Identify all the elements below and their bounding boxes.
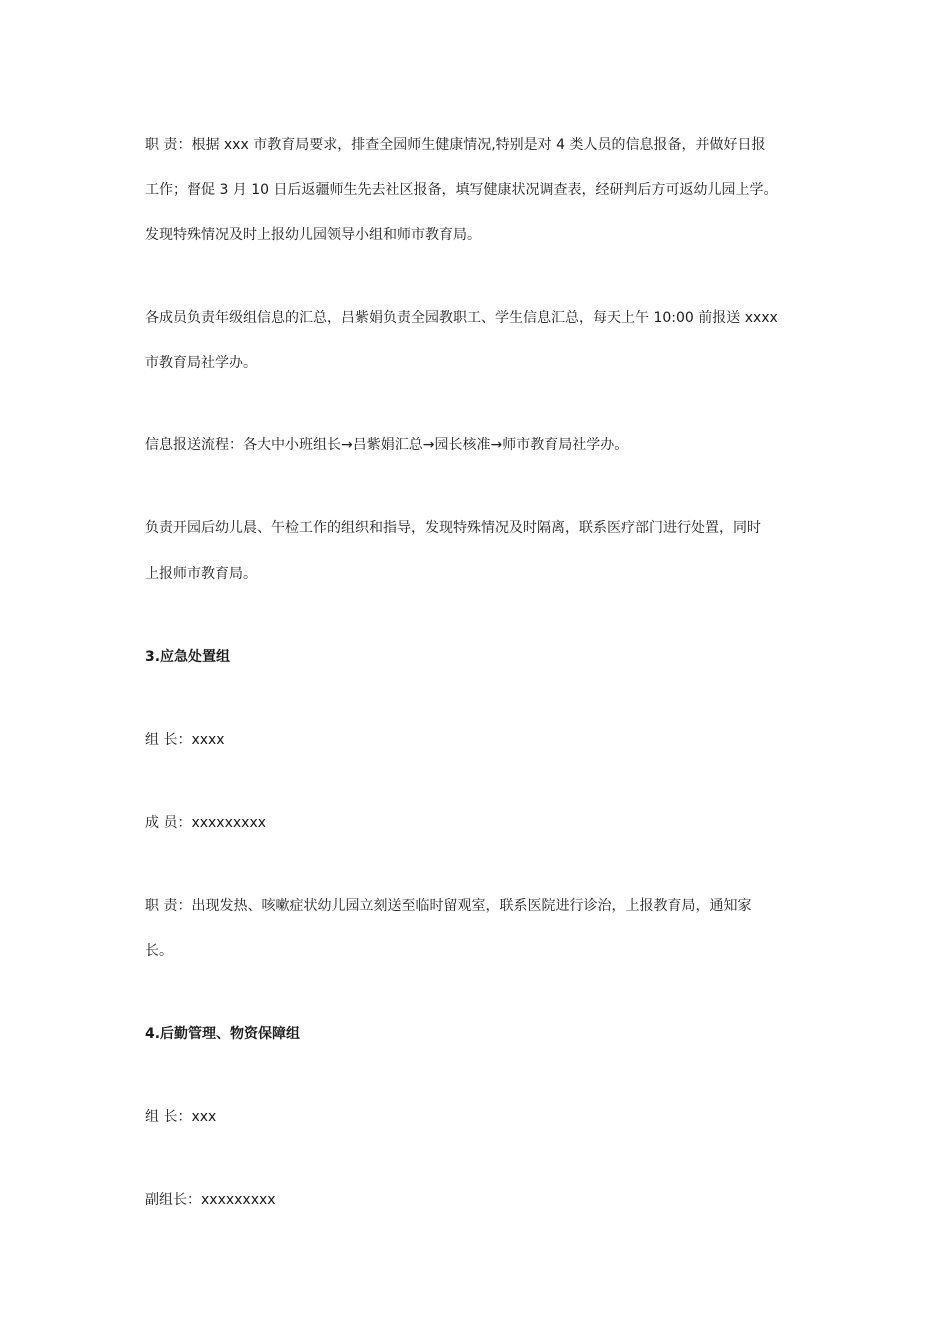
duty-paragraph-line-1: 职 责：根据 xxx 市教育局要求，排查全园师生健康情况,特别是对 4 类人员的信息报备，并做好日报: [145, 137, 766, 153]
inspection-paragraph-line-1: 负责开园后幼儿晨、午检工作的组织和指导，发现特殊情况及时隔离，联系医疗部门进行处置，同时: [145, 520, 761, 536]
logistics-deputy-leader: 副组长：xxxxxxxxx: [145, 1192, 276, 1208]
reporting-flow-paragraph: 信息报送流程：各大中小班组长→吕紫娟汇总→园长核准→师市教育局社学办。: [145, 437, 629, 453]
emergency-leader: 组 长：xxxx: [145, 732, 225, 748]
duty-paragraph-line-2: 工作；督促 3 月 10 日后返疆师生先去社区报备，填写健康状况调查表，经研判后方可返幼儿园上学。: [145, 182, 778, 198]
summary-paragraph-line-2: 市教育局社学办。: [145, 355, 257, 371]
emergency-members: 成 员：xxxxxxxxx: [145, 815, 267, 831]
summary-paragraph-line-1: 各成员负责年级组信息的汇总，吕紫娟负责全园教职工、学生信息汇总，每天上午 10:00 前报送 xxxx: [145, 310, 778, 326]
inspection-paragraph-line-2: 上报师市教育局。: [145, 566, 257, 582]
section-heading-emergency: 3.应急处置组: [145, 649, 231, 665]
emergency-duty-line-1: 职 责：出现发热、咳嗽症状幼儿园立刻送至临时留观室，联系医院进行诊治，上报教育局，通知家: [145, 898, 752, 914]
logistics-leader: 组 长：xxx: [145, 1109, 217, 1125]
section-heading-logistics: 4.后勤管理、物资保障组: [145, 1026, 301, 1042]
emergency-duty-line-2: 长。: [145, 943, 173, 959]
duty-paragraph-line-3: 发现特殊情况及时上报幼儿园领导小组和师市教育局。: [145, 227, 481, 243]
